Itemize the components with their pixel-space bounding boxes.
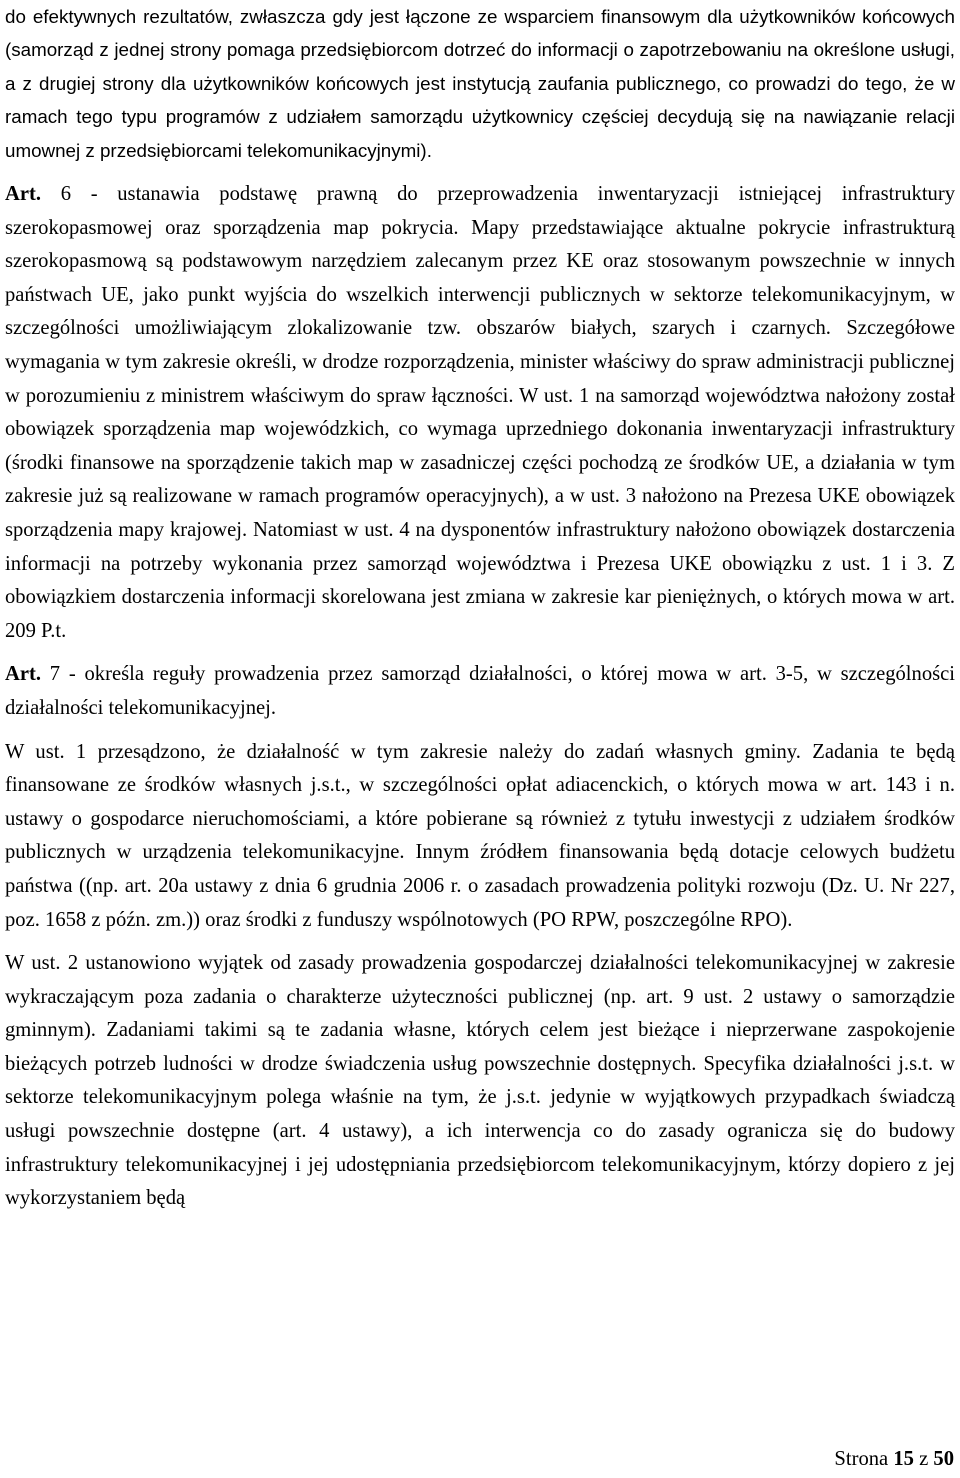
page-total: 50 bbox=[933, 1448, 954, 1470]
article-label: Art. bbox=[5, 663, 42, 686]
paragraph-intro bbox=[5, 0, 955, 167]
paragraph-art-6 bbox=[5, 178, 955, 648]
page-footer bbox=[834, 1446, 954, 1472]
paragraph-text: 6 - ustanawia podstawę prawną do przeprowadzenia inwentaryzacji istniejącej infrastruktury szerokopasmowej oraz sporządzenia map pokrycia. Mapy przedstawiające aktualne pokrycie infrastrukturą szerokopasmową są podstawowym narzędziem zalecanym przez KE oraz stosowanym powszechnie w innych państwach UE, jako punkt wyjścia do wszelkich interwencji publicznych w sektorze telekomunikacyjnym, w szczególności umożliwiającym zlokalizowanie tzw. obszarów białych, szarych i czarnych. Szczegółowe wymagania w tym zakresie określi, w drodze rozporządzenia, minister właściwy do spraw administracji publicznej w porozumieniu z ministrem właściwym do spraw łączności. W ust. 1 na samorząd województwa nałożony został obowiązek sporządzenia map wojewódzkich, co wymaga uprzedniego dokonania inwentaryzacji infrastruktury (środki finansowe na sporządzenie takich map w zasadniczej części pochodzą ze środków UE, a działania w tym zakresie już są realizowane w ramach programów operacyjnych), a w ust. 3 nałożono na Prezesa UKE obowiązek sporządzenia mapy krajowej. Natomiast w ust. 4 na dysponentów infrastruktury nałożono obowiązek dostarczenia informacji na potrzeby wykonania przez samorząd województwa i Prezesa UKE obowiązku z ust. 1 i 3. Z obowiązkiem dostarczenia informacji skorelowana jest zmiana w zakresie kar pieniężnych, o których mowa w art. 209 P.t. bbox=[5, 183, 955, 642]
paragraph-ust-2 bbox=[5, 947, 955, 1216]
paragraph-art-7 bbox=[5, 658, 955, 725]
paragraph-text: do efektywnych rezultatów, zwłaszcza gdy jest łączone ze wsparciem finansowym dla użytkowników końcowych (samorząd z jednej strony pomaga przedsiębiorcom dotrzeć do informacji o zapotrzebowaniu na określone usługi, a z drugiej strony dla użytkowników końcowych jest instytucją zaufania publicznego, co prowadzi do tego, że w ramach tego typu programów z udziałem samorządu użytkownicy częściej decydują się na nawiązanie relacji umownej z przedsiębiorcami telekomunikacyjnymi). bbox=[5, 6, 955, 161]
paragraph-text: 7 - określa reguły prowadzenia przez samorząd działalności, o której mowa w art. 3-5, w szczególności działalności telekomunikacyjnej. bbox=[5, 663, 955, 719]
page-label: Strona bbox=[834, 1448, 889, 1470]
paragraph-text: W ust. 1 przesądzono, że działalność w tym zakresie należy do zadań własnych gminy. Zadania te będą finansowane ze środków własnych j.s.t., w szczególności opłat adiacenckich, o których mowa w art. 143 i n. ustawy o gospodarce nieruchomościami, a które pobierane są również z tytułu inwestycji z udziałem środków publicznych w urządzenia telekomunikacyjne. Innym źródłem finansowania będą dotacje celowych budżetu państwa ((np. art. 20a ustawy z dnia 6 grudnia 2006 r. o zasadach prowadzenia polityki rozwoju (Dz. U. Nr 227, poz. 1658 z późn. zm.)) oraz środki z funduszy wspólnotowych (PO RPW, poszczególne RPO). bbox=[5, 740, 955, 931]
page-number: 15 bbox=[893, 1448, 914, 1470]
document-page bbox=[5, 0, 955, 1216]
paragraph-ust-1 bbox=[5, 736, 955, 938]
article-label: Art. bbox=[5, 183, 42, 206]
paragraph-text: W ust. 2 ustanowiono wyjątek od zasady prowadzenia gospodarczej działalności telekomunikacyjnej w zakresie wykraczającym poza zadania o charakterze użyteczności publicznej (np. art. 9 ust. 2 ustawy o samorządzie gminnym). Zadaniami takimi są te zadania własne, których celem jest bieżące i nieprzerwane zaspokojenie bieżących potrzeb ludności w drodze świadczenia usług powszechnie dostępnych. Specyfika działalności j.s.t. w sektorze telekomunikacyjnym polega właśnie na tym, że j.s.t. jedynie w wyjątkowych przypadkach świadczą usługi powszechnie dostępne (art. 4 ustawy), a ich interwencja co do zasady ogranicza się do budowy infrastruktury telekomunikacyjnej i jej udostępniania przedsiębiorcom telekomunikacyjnym, którzy dopiero z jej wykorzystaniem będą bbox=[5, 952, 955, 1210]
page-separator: z bbox=[919, 1448, 929, 1470]
